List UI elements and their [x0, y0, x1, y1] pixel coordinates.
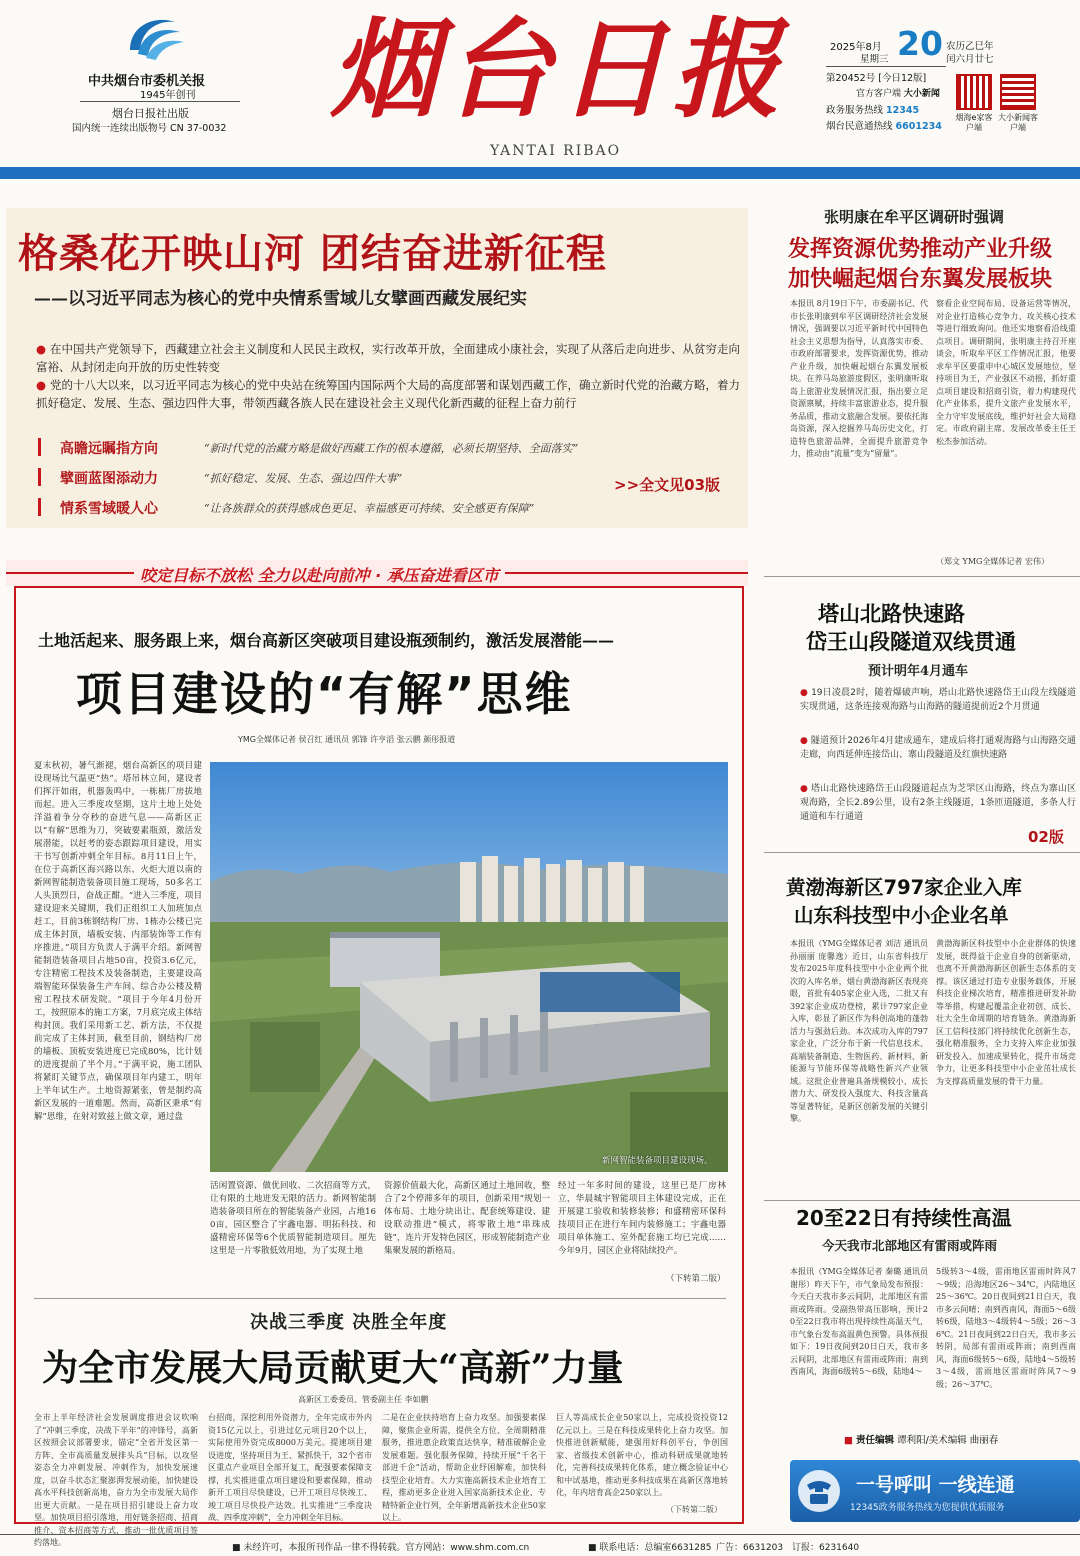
story-bullet: ● 塔山北路快速路岱王山段隧道起点为芝罘区山海路，终点为寨山区观海路，全长2.89公里，设有2条主线隧道，1条匝道隧道，多条人行通道和车行通道: [800, 784, 1076, 822]
lunar-date: 闰六月廿七: [946, 54, 994, 65]
divider: [764, 852, 1080, 853]
weekday: 星期三: [860, 54, 889, 65]
story-headline[interactable]: 山东科技型中小企业名单: [794, 904, 1009, 927]
continue-note[interactable]: （下转第二版）: [666, 1274, 726, 1284]
feature-body: 资源价值最大化，高新区通过土地回收，整合了2个停滞多年的项目，创新采用“规划一体布局、土地分块出让、配套统筹建设、建设联动推进”模式，将零散土地“串珠成链”，连片开发特色园区，形成智能制造产业集聚发展的新格局。: [384, 1181, 550, 1256]
lunar-year: 农历乙巳年: [946, 41, 994, 52]
divider: [764, 1200, 1080, 1201]
second-kicker: 决战三季度 决胜全年度: [250, 1312, 448, 1333]
lead-bullet: ● 在中国共产党领导下，西藏建立社会主义制度和人民民主政权，实行改革开放，全面建成小康社会，实现了从落后走向进步、从贫穷走向富裕、从封闭走向开放的历史性转变: [36, 342, 741, 374]
second-body: 巨人等高成长企业50家以上，完成投资投资12亿元以上。三是在科技成果转化上奋力攻坚。加快推进创新赋能，建强用好科创平台，争创国家、省级技术创新中心，推动科研成果就地转化，完善科技成果转化体系，建立概念验证中心和中试基地，推动更多科技成果在高新区落地转化，年内培育高企250家以上。: [556, 1413, 728, 1497]
story-body: 本报讯 8月19日下午，市委副书记、代市长张明康到牟平区调研经济社会发展情况，强调要以习近平新时代中国特色社会主义思想为指导，认真落实市委、市政府部署要求，发挥资源优势，推动产业升级，加快崛起烟台东翼发展板块。在养马岛旅游度假区，张明康听取岛上旅游业发展情况汇报，指出要立足资源禀赋，持续丰富旅游业态，提升服务品质，推动文旅融合发展。要依托海岛资源，深入挖掘养马岛历史文化，打造特色旅游品牌，全面提升旅游竞争力，推动由“流量”变为“留量”。: [790, 299, 928, 458]
second-headline[interactable]: 为全市发展大局贡献更大“高新”力量: [42, 1347, 624, 1389]
masthead-band: [0, 167, 1080, 179]
hotline-banner[interactable]: [790, 1460, 1080, 1522]
copyright-notice: ■ 未经许可，本报所刊作品一律不得转载。官方网站：www.shm.com.cn: [232, 1543, 530, 1553]
newspaper-logo-icon: [120, 10, 190, 68]
banner-sub-text: 12345政务服务热线为您提供优质服务: [850, 1503, 1005, 1513]
cn-number: 国内统一连续出版物号 CN 37-0032: [72, 123, 227, 134]
section-marker: [38, 468, 41, 486]
feature-kicker: 土地活起来、服务跟上来，烟台高新区突破项目建设瓶颈制约，激活发展潜能——: [38, 631, 615, 650]
second-body: 台招商，深挖利用外资潜力，全年完成市外内资15亿元以上，引进过亿元项目20个以上，实际使用外资完成8000万美元。提速项目建设进度，坚持项目为王、紧抓快干，32个省市区重点产业项目全部开复工，配强要素保障支撑，扎实推进重点项目建设和要素保障，推动新开工项目尽快建设，已开工项目尽快竣工、竣工项目尽快投产达效。扎实推进“三季度决战、四季度冲刺”，全力冲刺全年目标。: [208, 1413, 372, 1522]
masthead: [0, 0, 1080, 165]
photo-caption: 新网智能装备项目建设现场。: [602, 1156, 713, 1166]
bullet-text: 在中国共产党领导下，西藏建立社会主义制度和人民民主政权，实行改革开放，全面建成小康社会，实现了从落后走向进步、从贫穷走向富裕、从封闭走向开放的历史性转变: [36, 342, 741, 374]
lead-section-row[interactable]: [36, 496, 736, 520]
story-body: 本报讯（YMG全媒体记者 秦璐 通讯员 谢彤）昨天下午，市气象局发布预报：今天白天我市多云间阴，北部地区有雷雨或阵雨。受副热带高压影响，预计20至22日我市将出现持续性高温天气，市气象台发布高温黄色预警。具体预报如下：19日夜间到20日白天，我市多云间阴，北部地区有雷雨或阵雨；南到西南风，海面6级转5～6级，陆地4～: [790, 1267, 928, 1376]
feature-byline: YMG全媒体记者 侯召红 通讯员 郭锋 许亨滔 张云鹏 颜彤报道: [238, 735, 456, 744]
section-quote: “让各族群众的获得感成色更足、幸福感更可持续、安全感更有保障”: [204, 502, 535, 515]
subscribe-line: [826, 118, 942, 132]
hotline-number: 12345: [886, 105, 920, 116]
feature-body: 夏末秋初，暑气渐褪，烟台高新区的项目建设现场比气温更“热”。塔吊林立间，建设者们挥汗如雨，机器轰鸣中，一栋栋厂房拔地而起。进入三季度攻坚期，这片土地上处处洋溢着争分夺秒的奋进气息——高新区正以“有解”思维为刀，突破要素瓶颈，激活发展潜能，以赶考的姿态跟踪项目建设，用实干书写创新冲刺全年目标。8月11日上午，在位于高新区海兴路以东、火炬大道以南的新网智能制造装备项目施工现场，50多名工人头顶烈日，奋战正酣。“进入三季度，项目建设迎来关键期，我们正组织工人加班加点赶工，目前3栋钢结构厂房、1栋办公楼已完成主体封顶，墙板安装、内部装饰等工作有序推进。”项目方负责人于满平介绍。新网智能制造装备项目占地50亩，投资3.6亿元，专注精密工程技术及装备制造，主要建设高端智能环保装备生产车间、综合办公楼及精密工程技术研发院。“项目于今年4月份开工，按照原本的施工方案，7月底完成主体结构封顶。我们采用新工艺、新方法，不仅提前完成了主体封顶，截至目前，钢结构厂房的墙板、顶板安装进度已完成80%，比计划的进度提前了半个月。”于满平说，施工团队将紧盯关键节点，确保项目年内建工，明年上半年试生产。土地资源紧张，曾是制约高新区发展的一道难题。然而，高新区秉承“有解”思维，在射对致兹上做文章，通过盘: [34, 761, 202, 1122]
footer: [0, 1538, 1080, 1554]
section-label: 擘画蓝图添动力: [60, 471, 158, 487]
feature-box: [14, 586, 744, 1547]
page-reference[interactable]: 02版: [1028, 828, 1064, 846]
ad-phone: 广告：6631203: [716, 1543, 784, 1553]
bullet-text: 塔山北路快速路岱王山段隧道起点为芝罘区山海路，终点为寨山区观海路，全长2.89公里，设有2条主线隧道，1条匝道隧道，多条人行通道和车行通道: [800, 784, 1076, 822]
telephone-icon: [796, 1468, 842, 1514]
publisher-line: 烟台日报社出版: [112, 107, 189, 120]
newspaper-title: 烟台日报: [330, 7, 787, 133]
bullet-text: 党的十八大以来，以习近平同志为核心的党中央站在统筹国内国际两个大局的高度部署和谋划西藏工作，确立新时代党的治藏方略，着力抓好稳定、发展、生态、强边四件大事，带领西藏各族人民在建设社会主义现代化新西藏的征程上奋力前行: [36, 378, 741, 410]
editor-label: 责任编辑: [856, 1435, 895, 1446]
second-byline: 高新区工委委员、管委副主任 李如鹏: [298, 1395, 429, 1404]
feature-headline[interactable]: 项目建设的“有解”思维: [76, 667, 573, 721]
bullet-text: 19日凌晨2时，随着爆破声响，塔山北路快速路岱王山段左线隧道实现贯通，这条连接观海路与山海路的隧道提前近2个月贯通: [800, 688, 1076, 712]
client-name: 大小新闻: [903, 89, 940, 99]
feature-body: 经过一年多时间的建设，这里已是厂房林立，华晨城宇智能项目主体建设完成，正在开展建工验收和装修装修；和盛精密环保科技项目正在进行车间内装修施工；宇鑫电器项目单体施工、室外配套施工均已完成……今年9月，园区企业将陆续投产。: [558, 1181, 726, 1256]
continue-link[interactable]: >>全文见03版: [614, 476, 721, 494]
lead-section-row[interactable]: [36, 436, 736, 460]
editor-credit: ■ 责任编辑 谭利阳/美术编辑 曲丽春: [844, 1435, 999, 1446]
subscribe-number: 6601234: [895, 121, 942, 132]
newspaper-title-pinyin: YANTAI RIBAO: [490, 143, 622, 159]
subscribe-phone: 订报：6231640: [792, 1543, 860, 1553]
banner-main-text: 一号呼叫 一线连通: [856, 1474, 1015, 1496]
feature-body: 活闲置资源、做优回收、二次招商等方式，让有限的土地迸发无限的活力。新网智能制造装备项目所在的智能装备产业园，占地160亩，园区整合了宇鑫电器、明拓科技、和盛精密环保等6个优质智能制造项目。厘先这里是一片零散低效用地，为了实现土地: [210, 1181, 376, 1256]
story-headline[interactable]: 塔山北路快速路: [818, 602, 965, 626]
section-quote: “新时代党的治藏方略是做好西藏工作的根本遵循，必须长期坚持、全面落实”: [204, 442, 579, 455]
story-kicker: 张明康在牟平区调研时强调: [824, 208, 1005, 226]
bullet-text: 隧道预计2026年4月建成通车，建成后将打通观海路与山海路交通走廊，向西延伸连接岱山、寨山段隧道及红旗快速路: [800, 736, 1076, 760]
story-headline[interactable]: 岱王山段隧道双线贯通: [806, 630, 1016, 654]
continue-note[interactable]: （下转第二版）: [666, 1505, 722, 1514]
lead-story: [6, 208, 748, 528]
divider: [764, 576, 1080, 577]
story-bullet: ● 隧道预计2026年4月建成通车，建成后将打通观海路与山海路交通走廊，向西延伸连接岱山、寨山段隧道及红旗快速路: [800, 736, 1076, 760]
feature-ribbon: [6, 560, 748, 586]
lead-bullet: ● 党的十八大以来，以习近平同志为核心的党中央站在统筹国内国际两个大局的高度部署和谋划西藏工作，确立新时代党的治藏方略，着力抓好稳定、发展、生态、强边四件大事，带领西藏各族人民在建设社会主义现代化新西藏的征程上奋力前行: [36, 378, 741, 410]
right-column: [760, 200, 1080, 1530]
section-quote: “抓好稳定、发展、生态、强边四件大事”: [204, 472, 403, 485]
client-line: [856, 86, 940, 99]
story-body: 本报讯（YMG全媒体记者 刘洁 通讯员 孙丽丽 庞馨逸）近日，山东省科技厅发布2025年度科技型中小企业两个批次的入库名单，烟台黄渤海新区表现亮眼，首批有405家企业入选，二批又有392家企业成功登榜，累计797家企业入库，彰显了新区作为科创高地的蓬勃活力与强劲后劲。本次成功入库的797家企业，广泛分布于新一代信息技术、高端装备制造、生物医药、新材料、新能源与节能环保等战略性新兴产业领域。这批企业普遍具备规模较小、成长潜力大、研发投入强度大、科技含量高等显著特征，是新区创新发展的关键引擎。: [790, 939, 928, 1123]
story-headline[interactable]: 发挥资源优势推动产业升级: [788, 237, 1053, 262]
story-body: 黄渤海新区科技型中小企业群体的快速发展，既得益于企业自身的创新驱动，也离不开黄渤海新区创新生态体系的支撑。该区通过打造专业服务载体，开展科技企业梯次培育，精准推进研发补助等举措，构建起覆盖企业初创、成长、壮大全生命周期的培育链条。黄渤海新区工信科技部门将持续优化创新生态，强化精准服务，全力支持入库企业加强研发投入、加速成果转化，提升市场竞争力，让更多科技型中小企业茁壮成长为支撑高质量发展的骨干力量。: [936, 939, 1076, 1086]
section-marker: [38, 498, 41, 516]
page-count: [今日12版]: [878, 73, 927, 84]
qr-caption: 大小新闻客户端: [998, 113, 1038, 132]
lead-headline[interactable]: 格桑花开映山河 团结奋进新征程: [18, 231, 607, 277]
client-label: 官方客户端: [856, 89, 902, 99]
date-year-month: 2025年8月: [830, 42, 882, 53]
story-bullet: ● 19日凌晨2时，随着爆破声响，塔山北路快速路岱王山段左线隧道实现贯通，这条连接观海路与山海路的隧道提前近2个月贯通: [800, 688, 1076, 712]
story-headline[interactable]: 黄渤海新区797家企业入库: [786, 876, 1022, 899]
story-body: 5级转3～4级，雷雨地区雷雨时阵风7～9级；沿海地区26～34℃，内陆地区25～36℃。20日夜间到21日白天，我市多云间晴；南到西南风，海面5～6级转6级，陆地3～4级转4～5级；26～36℃。21日夜间到22日白天，我市多云转阴，局部有雷雨或阵雨；南到西南风，海面6级转5～6级，陆地4～5级转3～4级，雷雨地区雷雨时阵风7～9级；26～37℃。: [936, 1267, 1076, 1389]
lead-subtitle: ——以习近平同志为核心的党中央情系雪域儿女擘画西藏发展纪实: [34, 289, 527, 309]
footer-rule: [0, 1534, 1080, 1535]
qr-caption: 烟海e家客户端: [955, 113, 993, 132]
divider: [34, 1298, 726, 1299]
subscribe-label: 烟台民意通热线: [826, 121, 893, 132]
founded-line: 1945年创刊: [140, 90, 196, 101]
second-body: 全市上半年经济社会发展调度推进会议吹响了“冲刺三季度，决战下半年”的冲锋号，高新区按照会议部署要求，锚定“全省开发区第一方阵、全市高质量发展排头兵”目标，以攻坚姿态全力冲刺发展、冲刺作为，加快发展速度，以奋斗状态汇聚澎湃发展动能，加快建设高水平科技创新高地，奋力为全市发展大局作出更大贡献。一是在项目招引建设上奋力攻坚。加快项目招引落地，用好链条招商、招商推介、资本招商等方式，推动一批优质项目签约落地。: [34, 1413, 198, 1547]
story-subtitle: 预计明年4月通车: [868, 664, 969, 679]
hotline: [826, 102, 919, 116]
section-label: 高瞻远瞩指方向: [60, 441, 158, 457]
story-subtitle: 今天我市北部地区有雷雨或阵雨: [822, 1238, 998, 1253]
ribbon-text: 咬定目标不放松 全力以赴向前冲 · 承压奋进看区市: [134, 563, 505, 586]
story-headline[interactable]: 20至22日有持续性高温: [796, 1206, 1012, 1230]
section-label: 情系雪域暖人心: [60, 501, 158, 517]
second-body: 二是在企业扶持培育上奋力攻坚。加强要素保障，聚焦企业所需，提供全方位、全周期精准服务，推进惠企政策直达快享，精准破解企业发展难题。强化服务保障，持续开展“千名干部进千企”活动，帮助企业纾困解难，加快科技型企业培育。大力实施高新技术企业培育工程，推动更多企业进入国家高新技术企业、专精特新企业行列，全年新增高新技术企业50家以上。: [382, 1413, 546, 1522]
contact-phone: ■ 联系电话：总编室6631285: [588, 1543, 712, 1553]
section-marker: [38, 438, 41, 456]
hotline-label: 政务服务热线: [826, 105, 884, 116]
org-line: 中共烟台市委机关报: [88, 74, 206, 89]
divider: [80, 101, 240, 102]
qr-code-icon[interactable]: [1000, 74, 1036, 110]
issue-label: 第20452号: [826, 73, 876, 84]
story-body: 察看企业空间布局、设备运营等情况，对企业打造核心竞争力、攻关核心技术等进行细致询问。他还实地察看沿线重点项目。调研期间，张明康主持召开座谈会，听取牟平区工作情况汇报，他要求牟平区要重申中心城区发展地位，坚持项目为王，产业强区不动摇，抓好重点项目建设和招商引资，着力构建现代化产业体系，提升文旅产业发展水平，全力守牢发展底线，维护好社会大局稳定。市政府副主席、发展改革委主任王松杰参加活动。: [936, 299, 1076, 446]
date-day: 20: [897, 24, 943, 63]
story-byline: （郑文 YMG全媒体记者 宏伟）: [936, 557, 1049, 566]
qr-code-icon[interactable]: [956, 74, 992, 110]
editor-name: 谭利阳/美术编辑 曲丽春: [897, 1435, 999, 1446]
construction-site-photo[interactable]: [210, 762, 728, 1172]
issue-number: [826, 70, 926, 84]
story-headline[interactable]: 加快崛起烟台东翼发展板块: [788, 267, 1053, 292]
divider: [826, 66, 946, 67]
